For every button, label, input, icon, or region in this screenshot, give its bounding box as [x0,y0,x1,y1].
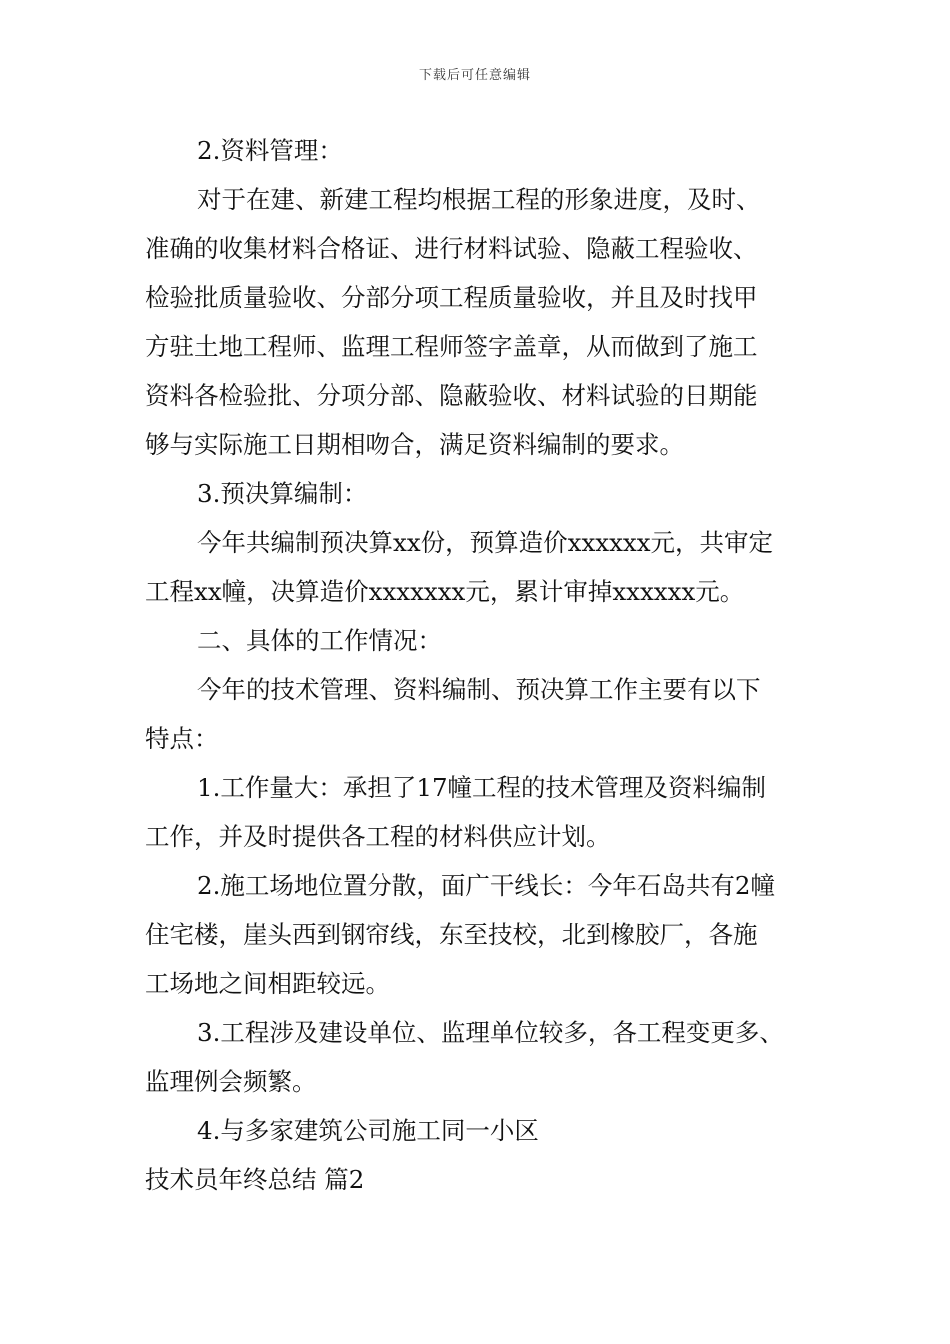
heading-work-situation: 二、具体的工作情况： [197,626,442,655]
paragraph-line: 今年共编制预决算xx份，预算造价xxxxxx元，共审定 [197,528,774,557]
list-item-1: 1.工作量大：承担了17幢工程的技术管理及资料编制 [197,773,767,802]
heading-budget: 3.预决算编制： [197,479,368,508]
list-item-4: 4.与多家建筑公司施工同一小区 [197,1116,539,1145]
heading-data-management: 2.资料管理： [197,136,343,165]
section-title: 技术员年终总结 篇2 [145,1165,365,1194]
paragraph-line: 特点： [145,724,219,753]
paragraph-line: 今年的技术管理、资料编制、预决算工作主要有以下 [197,675,761,704]
paragraph-line: 资料各检验批、分项分部、隐蔽验收、材料试验的日期能 [145,381,758,410]
document-body [145,126,810,1204]
paragraph-line: 检验批质量验收、分部分项工程质量验收，并且及时找甲 [145,283,758,312]
page-header-note: 下载后可任意编辑 [418,68,531,83]
paragraph-line: 监理例会频繁。 [145,1067,317,1096]
paragraph-line: 住宅楼，崖头西到钢帘线，东至技校，北到橡胶厂，各施 [145,920,758,949]
paragraph-line: 工场地之间相距较远。 [145,969,390,998]
list-item-2: 2.施工场地位置分散，面广干线长：今年石岛共有2幢 [197,871,775,900]
paragraph-line: 工作，并及时提供各工程的材料供应计划。 [145,822,611,851]
list-item-3: 3.工程涉及建设单位、监理单位较多，各工程变更多、 [197,1018,784,1047]
paragraph-line: 准确的收集材料合格证、进行材料试验、隐蔽工程验收、 [145,234,758,263]
paragraph-line: 够与实际施工日期相吻合，满足资料编制的要求。 [145,430,684,459]
paragraph-line: 工程xx幢，决算造价xxxxxxx元，累计审掉xxxxxx元。 [145,577,745,606]
paragraph-line: 方驻土地工程师、监理工程师签字盖章，从而做到了施工 [145,332,758,361]
paragraph-line: 对于在建、新建工程均根据工程的形象进度，及时、 [197,185,761,214]
